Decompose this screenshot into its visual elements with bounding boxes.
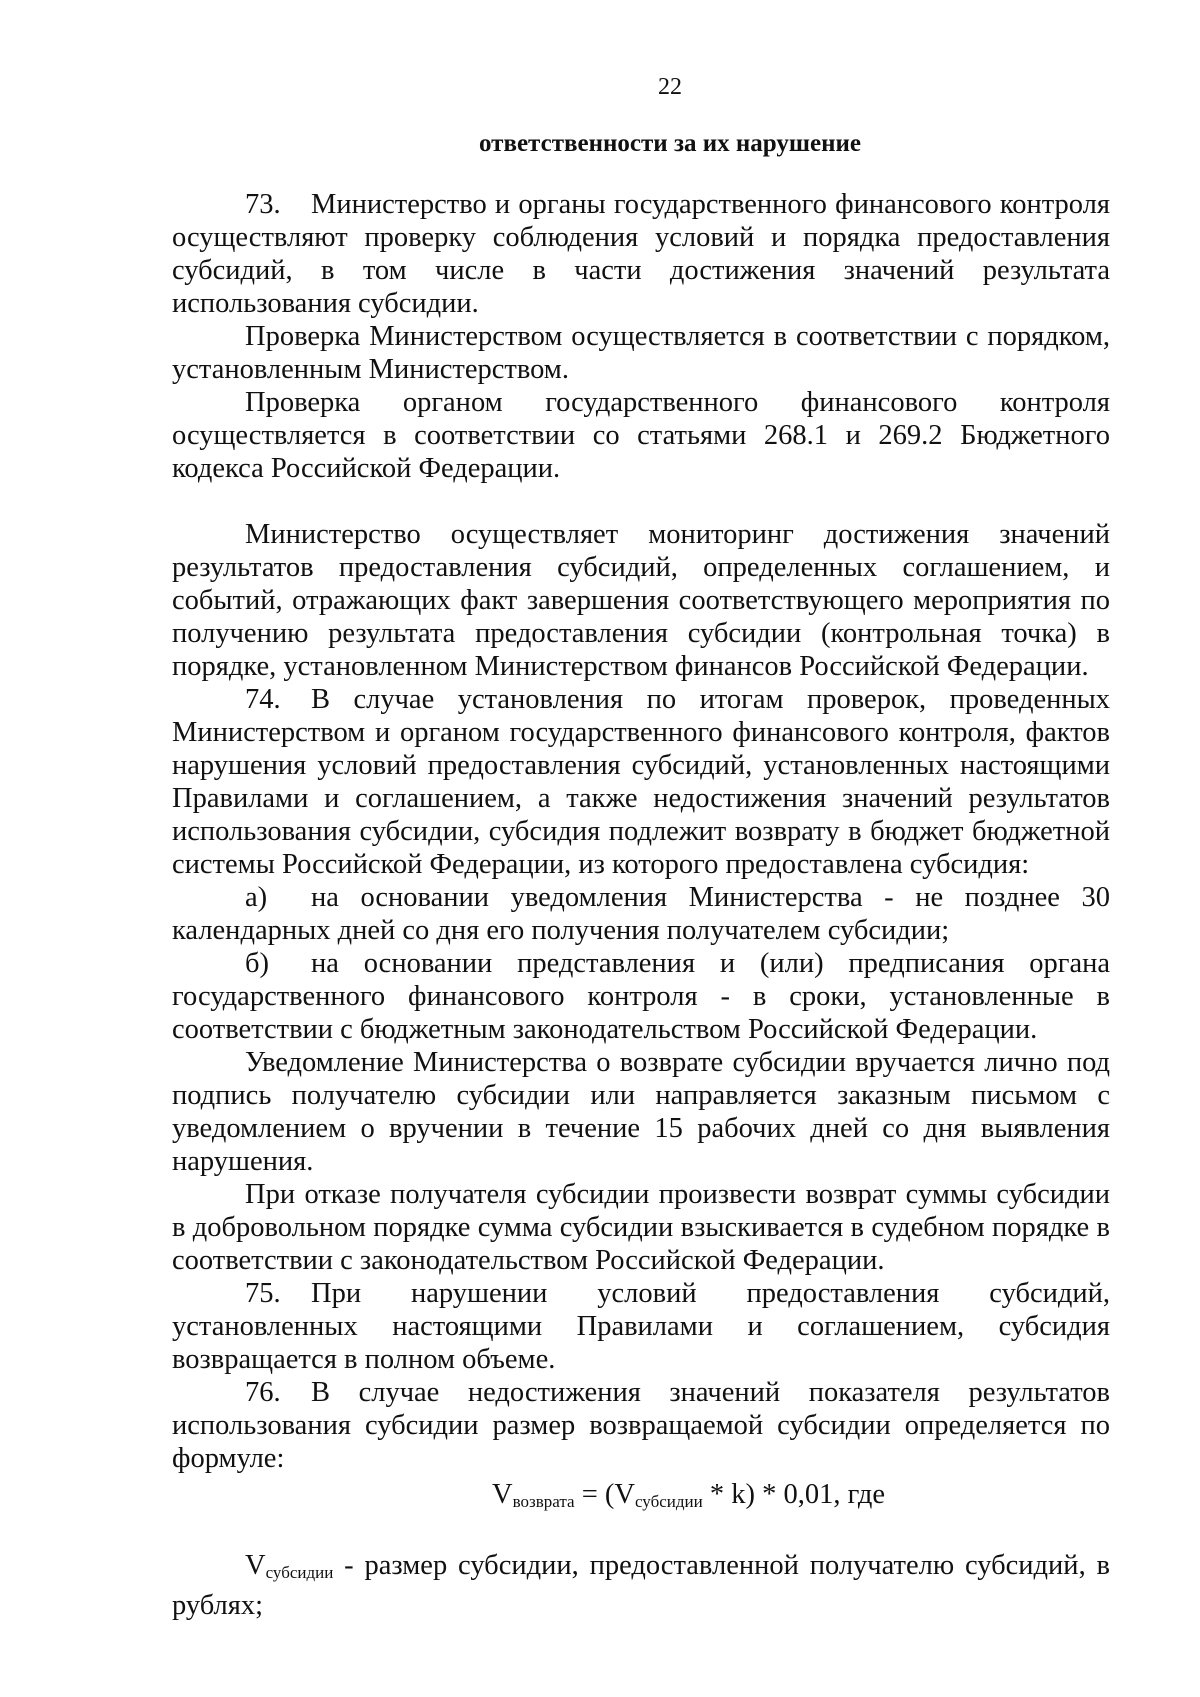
section-heading: ответственности за их нарушение — [479, 130, 861, 157]
paragraph-73-monitoring: Министерство осуществляет мониторинг достижения значений результатов предоставления субсидий, определенных соглашением, и событий, отражающих факт завершения соответствующего мероприятия по получению результата предоставления субсидии (контрольная точка) в порядке, установленном Министерством финансов Российской Федерации. — [172, 519, 1110, 682]
paragraph-73-inspection-control-body: Проверка органом государственного финансового контроля осуществляется в соответствии со статьями 268.1 и 269.2 Бюджетного кодекса Российской Федерации. — [172, 387, 1110, 484]
paragraph-73-inspection-ministry: Проверка Министерством осуществляется в соответствии с порядком, установленным Министерством. — [172, 321, 1110, 385]
formula-equals: = (V — [574, 1479, 635, 1510]
paragraph-73 — [172, 188, 1110, 320]
paragraph-text: При нарушении условий предоставления субсидий, установленных настоящими Правилами и соглашением, субсидия возвращается в полном объеме. — [172, 1278, 1110, 1375]
paragraph-text: на основании уведомления Министерства - не позднее 30 календарных дней со дня его получения получателем субсидии; — [172, 882, 1110, 946]
formula-sub-subsidy: субсидии — [634, 1492, 703, 1511]
blank-line — [172, 485, 1110, 518]
definition-v-subsidy — [172, 1549, 1110, 1622]
def-v: V — [245, 1550, 266, 1581]
page-number: 22 — [658, 74, 682, 100]
paragraph-text: Министерство и органы государственного финансового контроля осуществляют проверку соблюдения условий и порядка предоставления субсидий, в том числе в части достижения значений результата использования субсидии. — [172, 189, 1110, 319]
clause-number: 75. — [245, 1278, 281, 1309]
formula-v-return: V — [492, 1479, 513, 1510]
def-sub: субсидии — [265, 1563, 334, 1582]
paragraph-74-item-b — [172, 947, 1110, 1046]
paragraph-text: на основании представления и (или) предписания органа государственного финансового контроля - в сроки, установленные в соответствии с бюджетным законодательством Российской Федерации. — [172, 948, 1110, 1045]
clause-number: 76. — [245, 1377, 281, 1408]
formula-sub-return: возврата — [512, 1492, 575, 1511]
paragraph-text: В случае установления по итогам проверок, проведенных Министерством и органом государственного финансового контроля, фактов нарушения условий предоставления субсидий, установленных настоящими Правилами и соглашением, а также недостижения значений результатов использования субсидии, субсидия подлежит возврату в бюджет бюджетной системы Российской Федерации, из которого предоставлена субсидия: — [172, 684, 1110, 880]
paragraph-75 — [172, 1277, 1110, 1376]
item-letter: б) — [245, 948, 269, 979]
paragraph-76 — [172, 1376, 1110, 1475]
blank-line — [172, 1531, 1110, 1549]
def-text: - размер субсидии, предоставленной получателю субсидий, в рублях; — [172, 1550, 1110, 1621]
paragraph-74-refusal: При отказе получателя субсидии произвести возврат суммы субсидии в добровольном порядке сумма субсидии взыскивается в судебном порядке в соответствии с законодательством Российской Федерации. — [172, 1179, 1110, 1276]
clause-number: 74. — [245, 684, 281, 715]
paragraph-text: В случае недостижения значений показателя результатов использования субсидии размер возвращаемой субсидии определяется по формуле: — [172, 1377, 1110, 1474]
formula-rest: * k) * 0,01, где — [702, 1479, 885, 1510]
paragraph-74 — [172, 683, 1110, 881]
paragraph-74-notification: Уведомление Министерства о возврате субсидии вручается лично под подпись получателю субсидии или направляется заказным письмом с уведомлением о вручении в течение 15 рабочих дней со дня выявления нарушения. — [172, 1047, 1110, 1177]
item-letter: а) — [245, 882, 268, 913]
paragraph-74-item-a — [172, 881, 1110, 947]
document-body — [172, 188, 1110, 1622]
refund-formula — [172, 1475, 1110, 1531]
clause-number: 73. — [245, 189, 281, 220]
